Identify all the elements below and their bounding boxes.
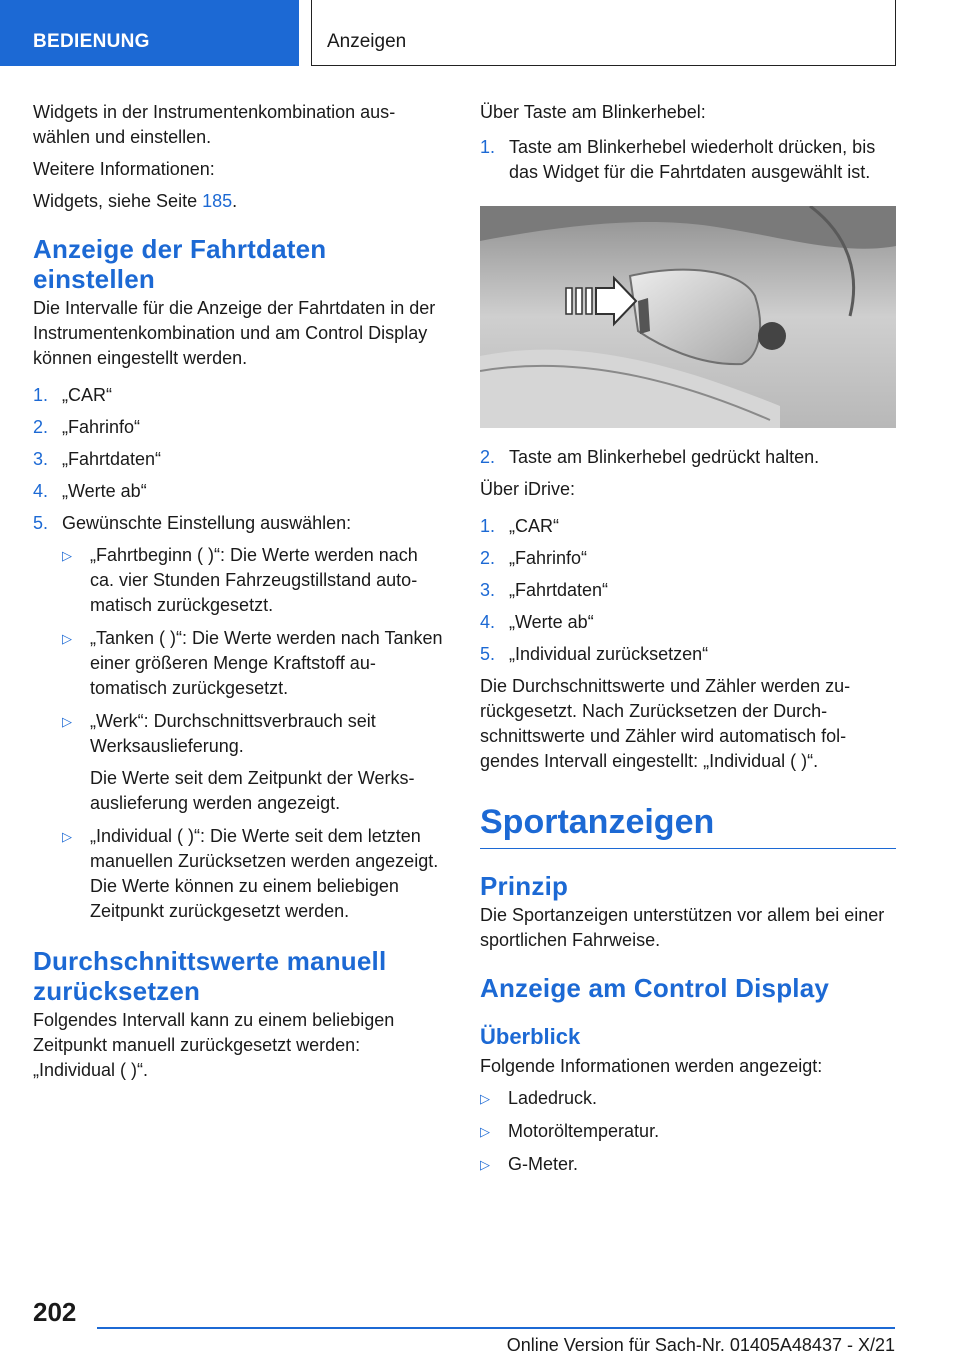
steps-list — [33, 383, 445, 924]
step-text: „CAR“ — [509, 516, 559, 536]
page-185-link[interactable]: 185 — [202, 191, 233, 211]
list-item — [62, 626, 445, 701]
step-number: 2. — [33, 417, 49, 437]
paragraph-idrive: Über iDrive: — [480, 479, 576, 499]
heading-fahrtdaten: Anzeige der Fahrtdaten einstellen — [33, 234, 327, 294]
option-text: „Tanken ( )“: Die Werte werden nach Tanken einer größeren Menge Kraftstoff automatisch zurückgesetzt. — [90, 628, 443, 698]
step-number: 2. — [480, 548, 496, 568]
step-number: 2. — [480, 447, 496, 467]
heading-control-display: Anzeige am Control Display — [480, 973, 830, 1003]
list-item — [62, 709, 445, 816]
section-title: BEDIENUNG — [33, 31, 150, 52]
step-number: 1. — [480, 516, 496, 536]
step-item — [33, 447, 445, 472]
page-number: 202 — [33, 1297, 77, 1327]
paragraph-after-reset: Die Durchschnittswerte und Zähler werden zurückgesetzt. Nach Zurücksetzen der Durchschnittswerte und Zähler wird automatisch folgendes Intervall eingestellt: „Individual ( )“. — [480, 676, 851, 771]
paragraph-taste: Über Taste am Blinkerhebel: — [480, 102, 706, 122]
option-text: „Fahrtbeginn ( )“: Die Werte werden nach ca. vier Stunden Fahrzeugstillstand automatisch zurückgesetzt. — [90, 545, 418, 615]
heading-reset: Durchschnittswerte manuell zurücksetzen — [33, 946, 387, 1006]
step-text: „Fahrtdaten“ — [62, 449, 162, 469]
triangle-bullet-icon: ▷ — [480, 1157, 490, 1172]
list-item — [480, 1152, 896, 1177]
footer-version-text: Online Version für Sach-Nr. 01405A48437 - X/21 — [506, 1335, 895, 1355]
intro-paragraph-3 — [33, 189, 445, 214]
list-item — [62, 543, 445, 618]
page-header — [0, 0, 960, 66]
intro-paragraph-2: Weitere Informationen: — [33, 159, 215, 179]
option-text: „Individual ( )“: Die Werte seit dem letzten manuellen Zurücksetzen werden angezeigt. Die Werte können zu einem beliebigen Zeitpunkt zurückgesetzt werden. — [90, 826, 439, 921]
chapter-title: Anzeigen — [327, 31, 407, 52]
paragraph-prinzip: Die Sportanzeigen unterstützen vor allem bei einer sportlichen Fahrweise. — [480, 905, 885, 950]
step-item — [480, 610, 896, 635]
step-text: Taste am Blinkerhebel gedrückt halten. — [509, 447, 820, 467]
triangle-bullet-icon: ▷ — [62, 714, 72, 729]
step-item — [33, 479, 445, 504]
step-item — [480, 135, 896, 185]
info-text: G-Meter. — [508, 1154, 579, 1174]
step-text: „CAR“ — [62, 385, 112, 405]
step-text: „Werte ab“ — [62, 481, 147, 501]
taste-steps-list-2 — [480, 445, 896, 470]
step-item — [33, 511, 445, 924]
step-text: „Werte ab“ — [509, 612, 594, 632]
heading-prinzip: Prinzip — [480, 871, 569, 901]
step-number: 1. — [33, 385, 49, 405]
step-item — [33, 383, 445, 408]
period-text: . — [232, 191, 238, 211]
step-number: 4. — [480, 612, 496, 632]
step-item — [480, 445, 896, 470]
step-item — [480, 514, 896, 539]
step-item — [480, 546, 896, 571]
paragraph-ueberblick: Folgende Informationen werden angezeigt: — [480, 1056, 823, 1076]
heading-sportanzeigen: Sportanzeigen — [480, 802, 896, 849]
footer-divider — [97, 1327, 895, 1329]
chapter-tab — [311, 0, 896, 66]
paragraph-fahrtdaten: Die Intervalle für die Anzeige der Fahrtdaten in der Instrumentenkombination und am Control Display können eingestellt werden. — [33, 298, 436, 368]
info-text: Ladedruck. — [508, 1088, 598, 1108]
step-number: 5. — [33, 513, 49, 533]
info-text: Motoröltemperatur. — [508, 1121, 660, 1141]
step-number: 5. — [480, 644, 496, 664]
section-tab — [0, 0, 299, 66]
step-text: „Fahrinfo“ — [62, 417, 141, 437]
step-text: Gewünschte Einstellung auswählen: — [62, 513, 352, 533]
triangle-bullet-icon: ▷ — [480, 1124, 490, 1139]
info-list — [480, 1086, 896, 1177]
option-subtext: Die Werte seit dem Zeitpunkt der Werksauslieferung werden angezeigt. — [90, 768, 415, 813]
triangle-bullet-icon: ▷ — [62, 631, 72, 646]
list-item — [480, 1086, 896, 1111]
left-column — [33, 100, 445, 1090]
heading-ueberblick: Überblick — [480, 1024, 581, 1049]
step-text: „Individual zurücksetzen“ — [509, 644, 709, 664]
intro-paragraph-1: Widgets in der Instrumentenkombination auswählen und einstellen. — [33, 102, 396, 147]
step-text: Taste am Blinkerhebel wiederholt drücken, bis das Widget für die Fahrtdaten ausgewählt ist. — [509, 137, 876, 182]
step-number: 1. — [480, 137, 496, 157]
triangle-bullet-icon: ▷ — [480, 1091, 490, 1106]
step-number: 3. — [33, 449, 49, 469]
triangle-bullet-icon: ▷ — [62, 548, 72, 563]
paragraph-reset: Folgendes Intervall kann zu einem beliebigen Zeitpunkt manuell zurückgesetzt werden: „Individual ( )“. — [33, 1010, 395, 1080]
list-item — [480, 1119, 896, 1144]
step-text: „Fahrinfo“ — [509, 548, 588, 568]
see-page-text: Widgets, siehe Seite — [33, 191, 203, 211]
option-text: „Werk“: Durchschnittsverbrauch seit Werksauslieferung. — [90, 711, 376, 756]
step-number: 3. — [480, 580, 496, 600]
turn-signal-lever-illustration — [480, 206, 896, 428]
taste-steps-list — [480, 135, 896, 185]
step-text: „Fahrtdaten“ — [509, 580, 609, 600]
step-item — [480, 578, 896, 603]
idrive-steps-list — [480, 514, 896, 667]
triangle-bullet-icon: ▷ — [62, 829, 72, 844]
step-number: 4. — [33, 481, 49, 501]
right-column — [480, 100, 896, 1185]
step-item — [33, 415, 445, 440]
options-list — [62, 543, 445, 924]
step-item — [480, 642, 896, 667]
list-item — [62, 824, 445, 924]
